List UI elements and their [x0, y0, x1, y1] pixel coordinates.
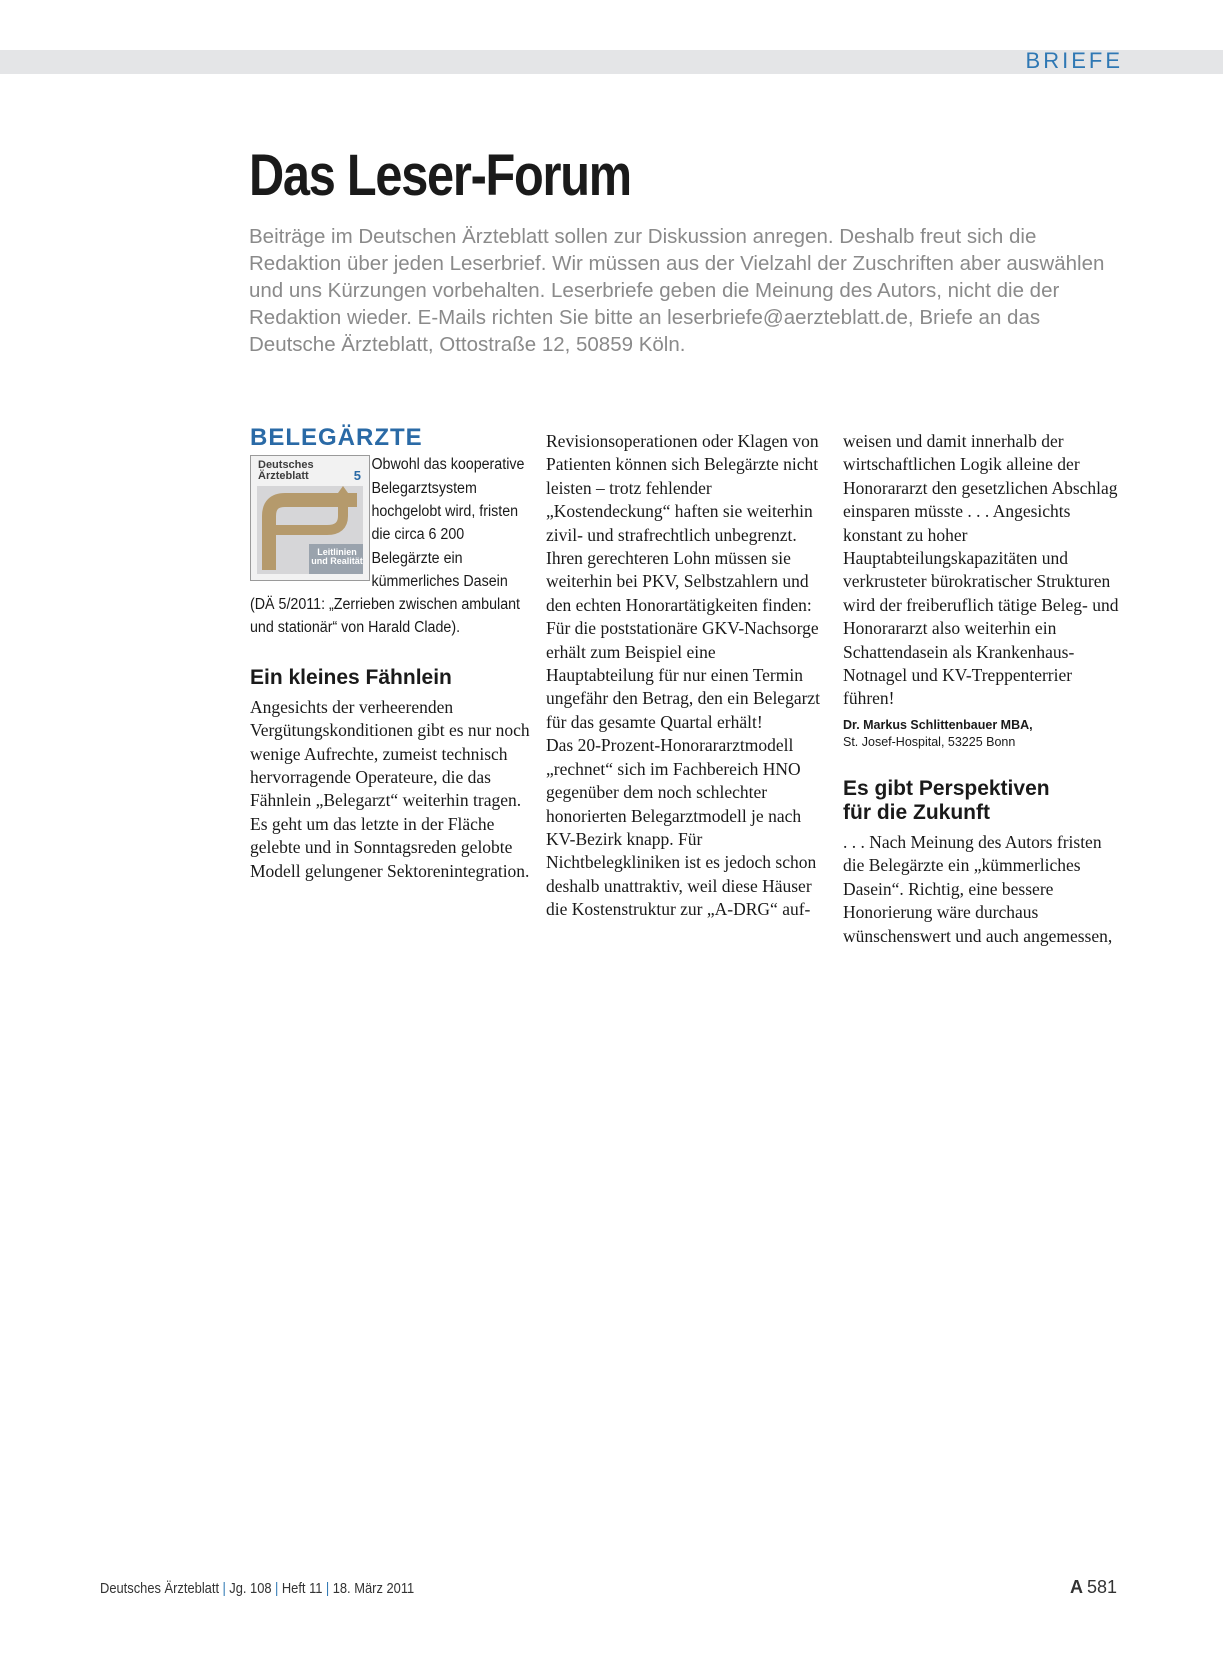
- author-affiliation: St. Josef-Hospital, 53225 Bonn: [843, 734, 1016, 749]
- page-number-value: 581: [1086, 1577, 1117, 1597]
- topic-lead: Obwohl das kooperative Belegarztsystem hochgelobt wird, fristen die circa 6 200 Belegärzte ein kümmerliches Dasein (DÄ 5/2011: „Zerrieben zwischen ambulant und stationär“ von Harald Clade).: [250, 456, 525, 637]
- footer-citation: [100, 1580, 414, 1597]
- page-title: Das Leser-Forum: [249, 143, 631, 208]
- page-number: [1070, 1577, 1117, 1598]
- letter1-heading: Ein kleines Fähnlein: [250, 665, 452, 689]
- column-1: [250, 426, 530, 883]
- cover-title: Deutsches Ärzteblatt: [258, 459, 314, 483]
- column-2: [546, 430, 826, 922]
- author-name: Dr. Markus Schlittenbauer MBA,: [843, 717, 1033, 732]
- letter1-body-part4: weisen und damit innerhalb der wirtschaftlichen Logik alleine der Honorararzt den gesetzlichen Abschlag einsparen müsste . . . Angesichts konstant zu hoher Hauptabteilungskapazitäten und verkrusteter bürokratischer Strukturen wird der freiberuflich tätige Beleg- und Honorararzt also weiterhin ein Schattendasein als Krankenhaus-Notnagel und KV-Treppenterrier führen!: [843, 431, 1119, 709]
- footer-date: 18. März 2011: [332, 1580, 415, 1597]
- section-label: BRIEFE: [1025, 48, 1123, 73]
- column-3: [843, 430, 1123, 948]
- intro-text: Beiträge im Deutschen Ärzteblatt sollen zur Diskussion anregen. Deshalb freut sich die Redaktion über jeden Leserbrief. Wir müssen aus der Vielzahl der Zuschriften aber auswählen und uns Kürzungen vorbehalten. Leserbriefe geben die Meinung des Autors, nicht die der Redaktion wieder. E-Mails richten Sie bitte an leserbriefe@aerzteblatt.de, Briefe an das Deutsche Ärzteblatt, Ottostraße 12, 50859 Köln.: [249, 225, 1105, 356]
- letter2-heading: Es gibt Perspektiven für die Zukunft: [843, 776, 1050, 824]
- footer-separator: |: [275, 1580, 279, 1597]
- letter1-author: [843, 717, 1123, 751]
- letter1-body-part3: Das 20-Prozent-Honorararztmodell „rechnet“ sich im Fachbereich HNO gegenüber dem noch schlechter honorierten Belegarztmodell je nach KV-Bezirk knapp. Für Nichtbelegkliniken ist es jedoch schon deshalb unattraktiv, weil diese Häuser die Kostenstruktur zur „A-DRG“ auf-: [546, 735, 817, 920]
- topic-kicker: BELEGÄRZTE: [250, 424, 423, 451]
- footer-separator: |: [222, 1580, 226, 1597]
- letter1-body-part2: Revisionsoperationen oder Klagen von Patienten können sich Belegärzte nicht leisten – trotz fehlender „Kostendeckung“ haften sie weiterhin zivil- und strafrechtlich unbegrenzt. Ihren gerechteren Lohn müssen sie weiterhin bei PKV, Selbstzahlern und den echten Honorartätigkeiten finden: Für die poststationäre GKV-Nachsorge erhält zum Beispiel eine Hauptabteilung für nur einen Termin ungefähr den Betrag, den ein Belegarzt für das gesamte Quartal erhält!: [546, 431, 821, 732]
- letter2-body: . . . Nach Meinung des Autors fristen die Belegärzte ein „kümmerliches Dasein“. Richtig, eine bessere Honorierung wäre durchaus wünschenswert und auch angemessen,: [843, 831, 1113, 946]
- footer-issue: Heft 11: [281, 1580, 323, 1597]
- footer-separator: |: [325, 1580, 330, 1597]
- footer-volume: Jg. 108: [229, 1580, 272, 1597]
- footer-journal: Deutsches Ärzteblatt: [100, 1580, 220, 1597]
- cover-subtitle: Leitlinien und Realität: [311, 547, 363, 567]
- page-prefix: A: [1069, 1577, 1083, 1597]
- letter1-body-part1: Angesichts der verheerenden Vergütungskonditionen gibt es nur noch wenige Aufrechte, zumeist technisch hervorragende Operateure, die das Fähnlein „Belegarzt“ weiterhin tragen. Es geht um das letzte in der Fläche gelebte und in Sonntagsreden gelobte Modell gelungener Sektorenintegration.: [250, 696, 530, 881]
- cover-issue-number: 5: [353, 468, 361, 484]
